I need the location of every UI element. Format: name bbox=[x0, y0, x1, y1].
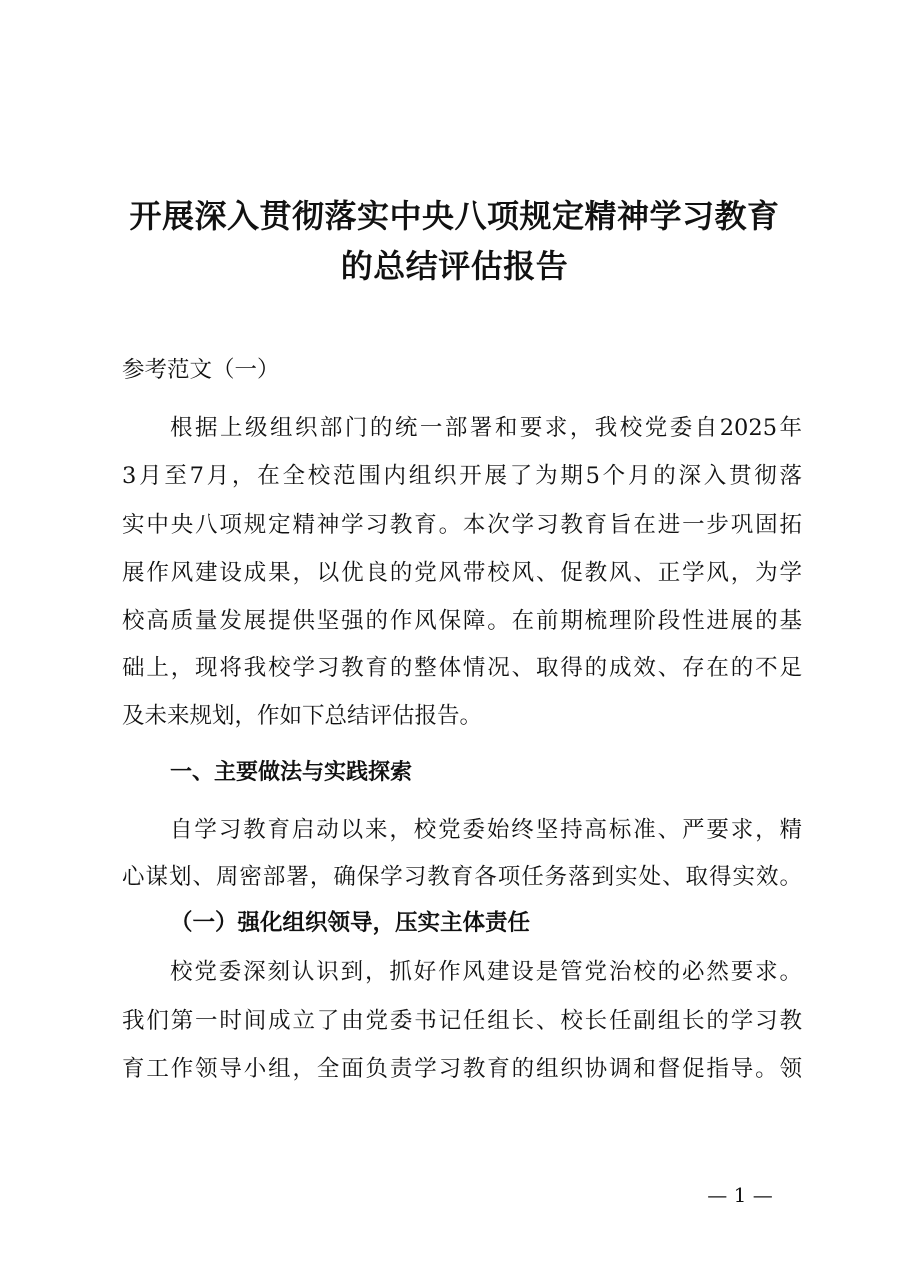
intro-line-4: 展作风建设成果，以优良的党风带校风、促教风、正学风，为学 bbox=[122, 560, 802, 586]
section-paragraph-line-1: 自学习教育启动以来，校党委始终坚持高标准、严要求，精 bbox=[170, 817, 802, 843]
subsection-paragraph-line-1: 校党委深刻认识到，抓好作风建设是管党治校的必然要求。 bbox=[170, 959, 802, 985]
document-title-line-2: 的总结评估报告 bbox=[340, 247, 569, 285]
intro-line-2: 3月至7月，在全校范围内组织开展了为期5个月的深入贯彻落 bbox=[122, 463, 802, 489]
subsection-paragraph-line-2: 我们第一时间成立了由党委书记任组长、校长任副组长的学习教 bbox=[122, 1008, 802, 1034]
intro-line-7: 及未来规划，作如下总结评估报告。 bbox=[122, 703, 483, 729]
subtitle: 参考范文（一） bbox=[122, 357, 280, 383]
document-title-line-1: 开展深入贯彻落实中央八项规定精神学习教育 bbox=[129, 197, 780, 235]
intro-line-3: 实中央八项规定精神学习教育。本次学习教育旨在进一步巩固拓 bbox=[122, 512, 802, 538]
page-number: — 1 — bbox=[707, 1183, 773, 1207]
section-heading: 一、主要做法与实践探索 bbox=[170, 760, 413, 785]
subsection-paragraph-line-3: 育工作领导小组，全面负责学习教育的组织协调和督促指导。领 bbox=[122, 1056, 802, 1082]
intro-line-1: 根据上级组织部门的统一部署和要求，我校党委自2025年 bbox=[170, 415, 802, 441]
intro-line-5: 校高质量发展提供坚强的作风保障。在前期梳理阶段性进展的基 bbox=[122, 608, 802, 634]
intro-line-6: 础上，现将我校学习教育的整体情况、取得的成效、存在的不足 bbox=[122, 655, 802, 681]
section-paragraph-line-2: 心谋划、周密部署，确保学习教育各项任务落到实处、取得实效。 bbox=[122, 864, 802, 890]
subsection-heading: （一）强化组织领导，压实主体责任 bbox=[170, 910, 531, 936]
